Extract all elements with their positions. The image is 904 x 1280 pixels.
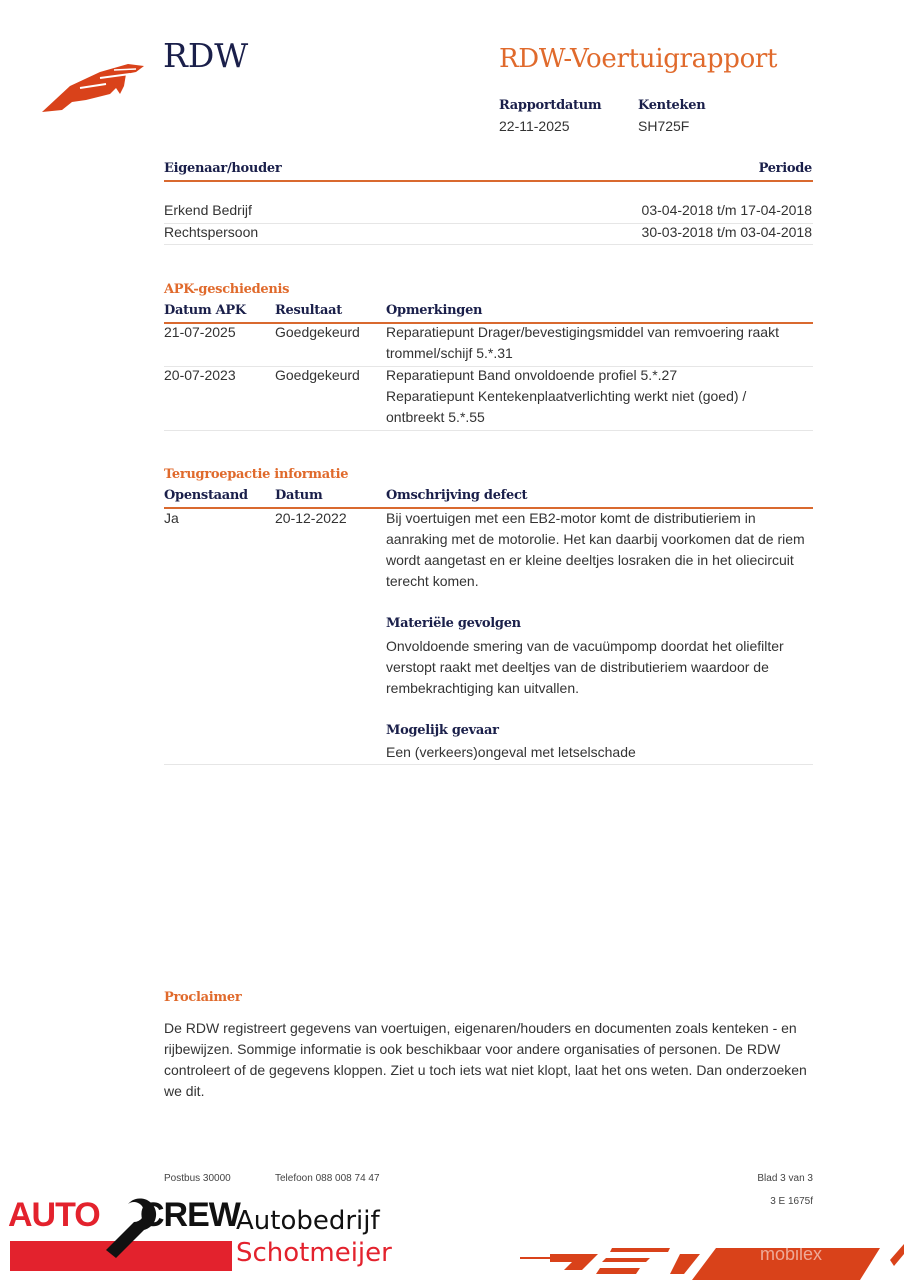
recall-col-description: Omschrijving defect xyxy=(386,488,528,503)
rdw-logo-text: RDW xyxy=(163,36,249,75)
report-date-value: 22-11-2025 xyxy=(499,118,570,134)
owner-column-header: Eigenaar/houder xyxy=(164,161,282,176)
row-divider xyxy=(164,430,813,431)
apk-col-result: Resultaat xyxy=(275,303,342,318)
consequences-title: Materiële gevolgen xyxy=(386,616,521,631)
disclaimer-title: Proclaimer xyxy=(164,990,242,1005)
danger-text: Een (verkeers)ongeval met letselschade xyxy=(386,744,636,760)
license-plate-value: SH725F xyxy=(638,118,690,134)
owners-header-rule xyxy=(164,180,813,182)
apk-date: 20-07-2023 xyxy=(164,367,236,383)
row-divider xyxy=(164,244,813,245)
owner-period: 30-03-2018 t/m 03-04-2018 xyxy=(641,224,812,240)
footer-postbus: Postbus 30000 xyxy=(164,1173,231,1184)
recall-col-open: Openstaand xyxy=(164,488,248,503)
apk-col-date: Datum APK xyxy=(164,303,246,318)
consequences-line: verstopt raakt met deeltjes van de distributieriem waardoor de xyxy=(386,659,769,675)
owner-type: Rechtspersoon xyxy=(164,224,259,240)
apk-remark-line: Reparatiepunt Drager/bevestigingsmiddel van remvoering raakt xyxy=(386,324,779,340)
recall-description-line: aanraking met de motorolie. Het kan daarbij voorkomen dat de riem xyxy=(386,531,805,547)
footer-code: 3 E 1675f xyxy=(770,1196,813,1207)
apk-section-title: APK-geschiedenis xyxy=(164,282,290,297)
disclaimer-line: we dit. xyxy=(164,1083,205,1099)
owner-period: 03-04-2018 t/m 17-04-2018 xyxy=(641,202,812,218)
disclaimer-line: De RDW registreert gegevens van voertuigen, eigenaren/houders en documenten zoals kenteken - en xyxy=(164,1020,797,1036)
dealer-name-line1: Autobedrijf xyxy=(236,1206,380,1236)
apk-date: 21-07-2025 xyxy=(164,324,236,340)
apk-result: Goedgekeurd xyxy=(275,324,360,340)
row-divider xyxy=(164,764,813,765)
disclaimer-line: controleert of de gegevens kloppen. Ziet u toch iets wat niet klopt, laat het ons weten. Dan onderzoeken xyxy=(164,1062,807,1078)
apk-result: Goedgekeurd xyxy=(275,367,360,383)
danger-title: Mogelijk gevaar xyxy=(386,723,499,738)
consequences-line: rembekrachtiging kan uitvallen. xyxy=(386,680,579,696)
watermark-text: mobilex xyxy=(760,1244,823,1264)
recall-date-value: 20-12-2022 xyxy=(275,510,347,526)
recall-section-title: Terugroepactie informatie xyxy=(164,467,349,482)
dealer-brand-crew: CREW xyxy=(140,1196,240,1234)
recall-col-date: Datum xyxy=(275,488,323,503)
recall-description-line: wordt aangetast en er kleine deeltjes losraken die in het oliecircuit xyxy=(386,552,794,568)
report-title: RDW-Voertuigrapport xyxy=(499,44,778,74)
apk-remark-line: trommel/schijf 5.*.31 xyxy=(386,345,513,361)
report-date-label: Rapportdatum xyxy=(499,98,602,113)
rdw-feather-logo-icon xyxy=(40,58,148,114)
recall-description-line: terecht komen. xyxy=(386,573,479,589)
apk-col-remarks: Opmerkingen xyxy=(386,303,483,318)
footer-page: Blad 3 van 3 xyxy=(757,1173,813,1184)
apk-remark-line: Reparatiepunt Kentekenplaatverlichting werkt niet (goed) / xyxy=(386,388,747,404)
footer-phone: Telefoon 088 008 74 47 xyxy=(275,1173,380,1184)
period-column-header: Periode xyxy=(758,161,812,176)
license-plate-label: Kenteken xyxy=(638,98,706,113)
dealer-brand-auto: AUTO xyxy=(8,1196,100,1234)
apk-remark-line: ontbreekt 5.*.55 xyxy=(386,409,485,425)
recall-open-value: Ja xyxy=(164,510,179,526)
apk-remark-line: Reparatiepunt Band onvoldoende profiel 5.*.27 xyxy=(386,367,678,383)
decorative-stripes-graphic xyxy=(520,1240,904,1280)
owner-type: Erkend Bedrijf xyxy=(164,202,252,218)
recall-description-line: Bij voertuigen met een EB2-motor komt de distributieriem in xyxy=(386,510,756,526)
disclaimer-line: rijbewijzen. Sommige informatie is ook beschikbaar voor andere organisaties of personen. De RDW xyxy=(164,1041,781,1057)
dealer-name-line2: Schotmeijer xyxy=(236,1238,392,1268)
consequences-line: Onvoldoende smering van de vacuümpomp doordat het oliefilter xyxy=(386,638,784,654)
